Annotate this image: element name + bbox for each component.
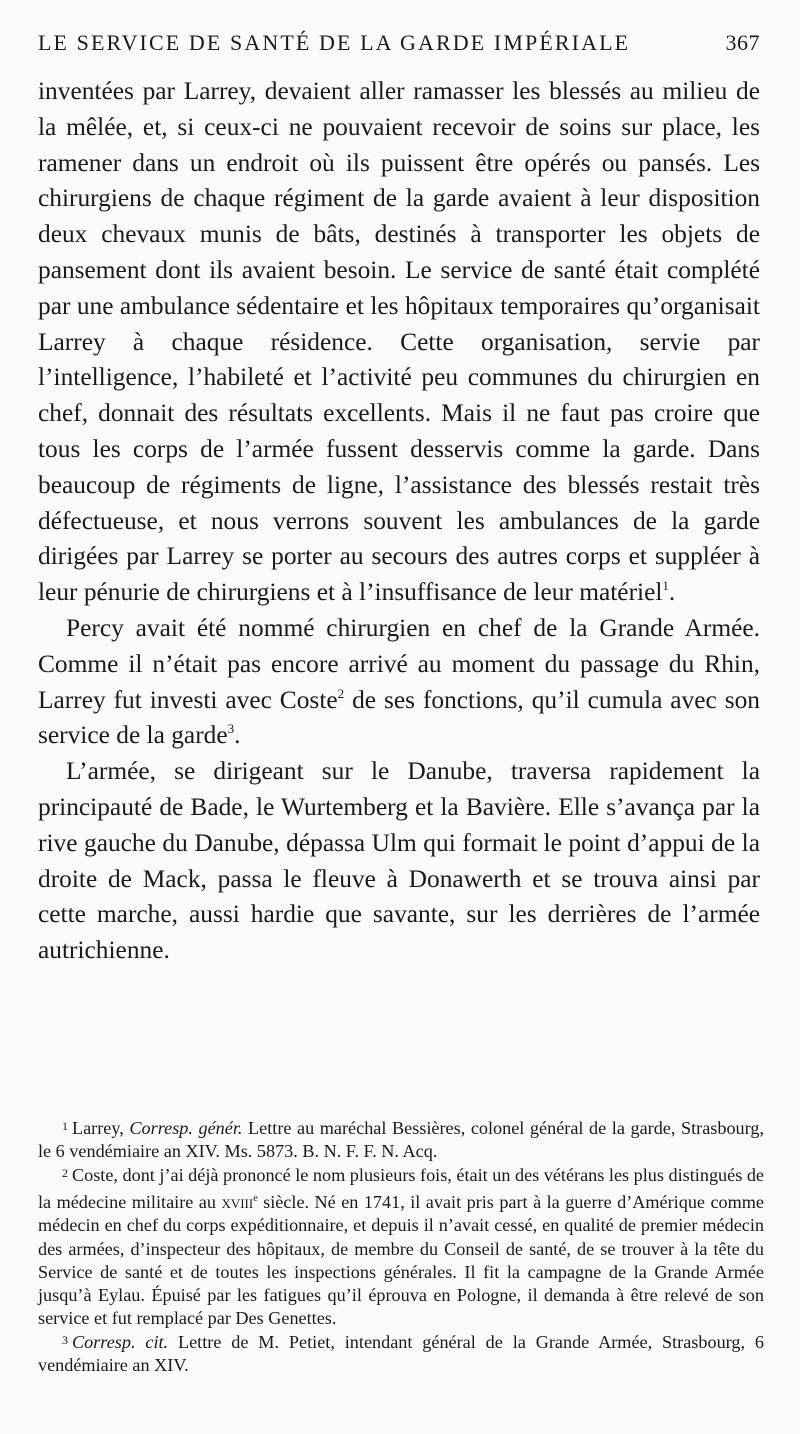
footnote-3-number: 3 xyxy=(62,1332,68,1347)
page-number: 367 xyxy=(725,30,760,55)
paragraph-1-text: inventées par Larrey, devaient aller ramasser les blessés au milieu de la mêlée, et, si ceux-ci ne pouvaient recevoir de soins sur place, les ramener dans un endroit où ils puissent être opérés ou pansés. Les chirurgiens de chaque régiment de la garde avaient à leur disposition deux chevaux munis de bâts, destinés à transporter les objets de pansement dont ils avaient besoin. Le service de santé était complété par une ambulance sédentaire et les hôpitaux temporaires qu’organisait Larrey à chaque résidence. Cette organisation, servie par l’intelligence, l’habileté et l’activité peu communes du chirurgien en chef, donnait des résultats excellents. Mais il ne faut pas croire que tous les corps de l’armée fussent desservis comme la garde. Dans beaucoup de régiments de ligne, l’assistance des blessés restait très défectueuse, et nous verrons souvent les ambulances de la garde dirigées par Larrey se porter au secours des autres corps et suppléer à leur pénurie de chirurgiens et à l’insuffisance de leur matériel xyxy=(38,77,760,607)
running-title: LE SERVICE DE SANTÉ DE LA GARDE IMPÉRIALE xyxy=(38,30,631,55)
running-header xyxy=(38,30,760,60)
footnote-ref-3: 3 xyxy=(227,721,235,737)
footnote-2-number: 2 xyxy=(62,1165,68,1180)
paragraph-1 xyxy=(38,74,760,611)
footnote-3-source: Corresp. cit. xyxy=(72,1331,169,1352)
footnote-2-century-suffix: e xyxy=(253,1192,258,1204)
footnote-1-lead: Larrey, xyxy=(72,1118,130,1138)
footnote-1 xyxy=(38,1117,764,1164)
footnote-2-text: siècle. Né en 1741, il avait pris part à la guerre d’Amérique comme médecin en chef du corps expéditionnaire, et depuis il n’avait cessé, en qualité de premier médecin des armées, d’inspecteur des hôpitaux, de membre du Conseil de santé, de se trouver à la tête du Service de santé et de toutes les inspections générales. Il fit la campagne de la Grande Armée jusqu’à Eylau. Épuisé par les fatigues qu’il éprouva en Pologne, il demanda à être relevé de son service et fut remplacé par Des Genettes. xyxy=(38,1191,764,1329)
footnote-2 xyxy=(38,1164,764,1331)
footnotes xyxy=(38,1117,764,1377)
footnote-ref-2: 2 xyxy=(337,685,345,701)
footnote-1-number: 1 xyxy=(62,1119,68,1133)
paragraph-2-middle: de ses fonctions, qu’il cumula avec son service de la garde xyxy=(38,685,760,750)
footnote-2-century: xviii xyxy=(221,1191,254,1212)
footnote-3-text: Lettre de M. Petiet, intendant général de la Grande Armée, Strasbourg, 6 vendémiaire an XIV. xyxy=(38,1331,765,1376)
paragraph-2 xyxy=(38,611,760,754)
footnote-1-text: Lettre au maréchal Bessières, colonel général de la garde, Strasbourg, le 6 vendémiaire an XIV. Ms. 5873. B. N. F. F. N. Acq. xyxy=(38,1118,765,1162)
footnote-1-source: Corresp. génér. xyxy=(129,1118,243,1138)
body-text xyxy=(38,74,760,969)
footnote-3 xyxy=(38,1331,764,1378)
paragraph-3: L’armée, se dirigeant sur le Danube, traversa rapidement la principauté de Bade, le Wurtemberg et la Bavière. Elle s’avança par la rive gauche du Danube, dépassa Ulm qui formait le point d’appui de la droite de Mack, passa le fleuve à Donawerth et se trouva ainsi par cette marche, aussi hardie que savante, sur les derrières de l’armée autrichienne. xyxy=(38,757,760,965)
paragraph-1-end: . xyxy=(668,578,676,607)
paragraph-2-end: . xyxy=(234,721,241,750)
footnote-ref-1: 1 xyxy=(662,578,669,594)
footnote-2-lead: Coste, dont j’ai déjà prononcé le nom plusieurs fois, était un des vétérans les plus distingués de la médecine militaire au xyxy=(38,1164,764,1212)
paragraph-2-text: Percy avait été nommé chirurgien en chef de la Grande Armée. Comme il n’était pas encore arrivé au moment du passage du Rhin, Larrey fut investi avec Coste xyxy=(38,613,760,714)
